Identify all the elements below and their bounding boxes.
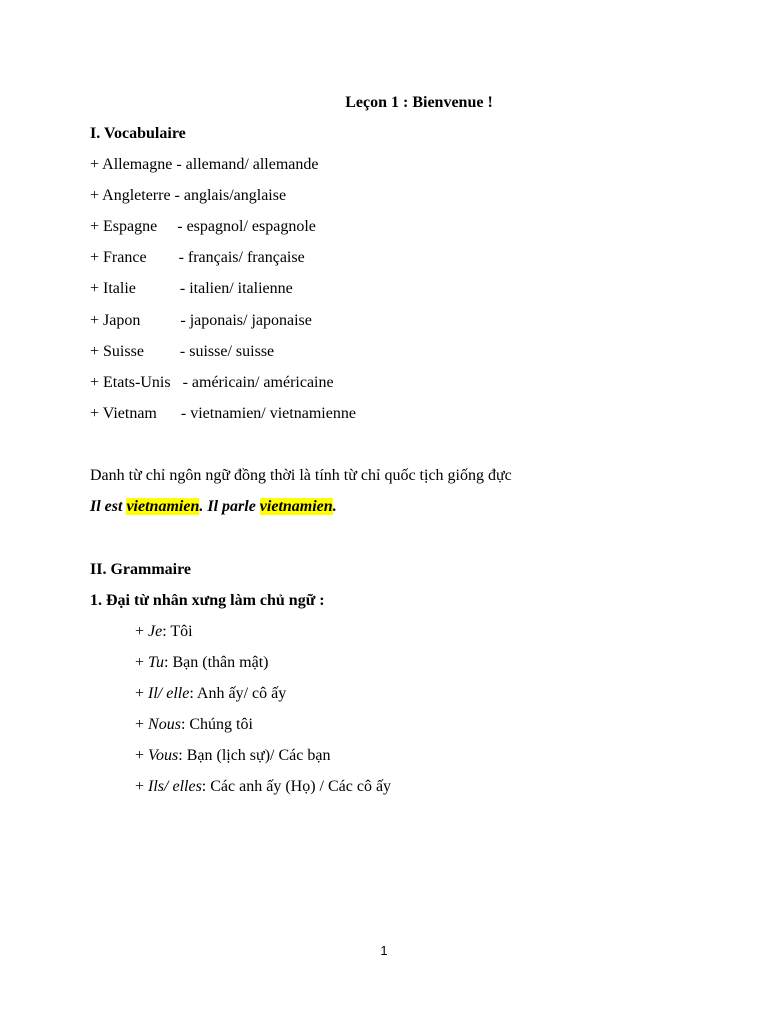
- vocab-separator: -: [170, 187, 184, 204]
- vocab-separator: -: [135, 280, 190, 297]
- grammar-note: Danh từ chỉ ngôn ngữ đồng thời là tính từ chỉ quốc tịch giống đực: [90, 467, 512, 484]
- vocab-separator: -: [143, 343, 190, 360]
- vocab-item: [90, 248, 305, 268]
- pronoun-term: Il/ elle: [148, 685, 190, 702]
- pronoun-term: Je: [148, 623, 163, 640]
- pronoun-term: Vous: [148, 747, 179, 764]
- vocab-country: + Suisse: [90, 343, 144, 360]
- vocab-item: [90, 342, 274, 362]
- pronoun-term: Ils/ elles: [148, 778, 202, 795]
- vocab-item: [90, 404, 356, 424]
- bullet-prefix: +: [135, 623, 149, 640]
- vocab-item: [90, 279, 293, 299]
- pronoun-item: [135, 684, 286, 704]
- pronoun-item: [135, 715, 253, 735]
- pronoun-term: Nous: [148, 716, 181, 733]
- vocab-separator: -: [157, 218, 187, 235]
- vocab-separator: -: [170, 374, 192, 391]
- vocab-country: + Espagne: [90, 218, 158, 235]
- vocab-forms: suisse/ suisse: [189, 343, 275, 360]
- bullet-prefix: +: [135, 685, 149, 702]
- vocab-forms: vietnamien/ vietnamienne: [190, 405, 356, 422]
- lesson-title: Leçon 1 : Bienvenue !: [345, 94, 493, 111]
- vocab-item: [90, 373, 334, 393]
- vocab-country: + Angleterre: [90, 187, 171, 204]
- vocab-item: [90, 217, 316, 237]
- section-heading-grammaire: II. Grammaire: [90, 561, 192, 578]
- pronoun-item: [135, 777, 391, 797]
- page-number: 1: [380, 943, 388, 958]
- vocab-separator: -: [172, 156, 186, 173]
- example-part: Il est: [90, 498, 127, 515]
- vocab-forms: espagnol/ espagnole: [186, 218, 316, 235]
- vocab-country: + Italie: [90, 280, 136, 297]
- example-part: . Il parle: [199, 498, 260, 515]
- highlighted-word: vietnamien: [126, 498, 200, 515]
- vocab-separator: -: [156, 405, 191, 422]
- vocab-forms: anglais/anglaise: [183, 187, 287, 204]
- bullet-prefix: +: [135, 654, 149, 671]
- vocab-separator: -: [140, 312, 190, 329]
- vocab-country: + Allemagne: [90, 156, 173, 173]
- vocab-country: + Etats-Unis: [90, 374, 171, 391]
- example-sentence: [90, 497, 337, 517]
- pronoun-meaning: : Anh ấy/ cô ấy: [189, 685, 287, 702]
- section-heading-vocabulaire: I. Vocabulaire: [90, 125, 186, 142]
- vocab-separator: -: [146, 249, 188, 266]
- bullet-prefix: +: [135, 747, 149, 764]
- pronoun-term: Tu: [148, 654, 165, 671]
- vocab-country: + France: [90, 249, 147, 266]
- vocab-country: + Japon: [90, 312, 141, 329]
- vocab-forms: américain/ américaine: [191, 374, 334, 391]
- pronoun-meaning: : Các anh ấy (Họ) / Các cô ấy: [201, 778, 392, 795]
- vocab-forms: japonais/ japonaise: [189, 312, 312, 329]
- pronoun-meaning: : Bạn (lịch sự)/ Các bạn: [178, 747, 331, 764]
- pronoun-meaning: : Chúng tôi: [180, 716, 253, 733]
- subsection-heading-pronouns: 1. Đại từ nhân xưng làm chủ ngữ :: [90, 592, 325, 609]
- pronoun-meaning: : Tôi: [162, 623, 193, 640]
- vocab-item: [90, 311, 312, 331]
- pronoun-item: [135, 746, 330, 766]
- vocab-item: [90, 155, 319, 175]
- example-part: .: [332, 498, 337, 515]
- vocab-forms: français/ française: [187, 249, 305, 266]
- vocab-forms: italien/ italienne: [189, 280, 293, 297]
- pronoun-item: [135, 653, 268, 673]
- bullet-prefix: +: [135, 778, 149, 795]
- highlighted-word: vietnamien: [259, 498, 333, 515]
- pronoun-meaning: : Bạn (thân mật): [164, 654, 269, 671]
- pronoun-item: [135, 622, 193, 642]
- vocab-item: [90, 186, 286, 206]
- vocab-country: + Vietnam: [90, 405, 157, 422]
- bullet-prefix: +: [135, 716, 149, 733]
- vocab-forms: allemand/ allemande: [185, 156, 319, 173]
